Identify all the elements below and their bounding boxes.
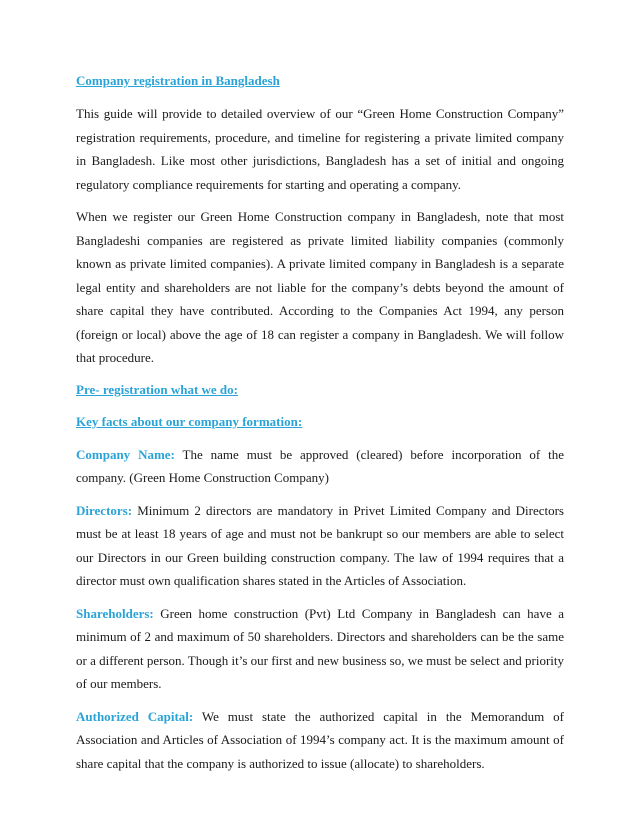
shareholders-term: Shareholders: — [76, 605, 154, 621]
authorized-capital-paragraph — [76, 705, 564, 776]
pre-registration-heading: Pre- registration what we do: — [76, 381, 238, 397]
directors-text: Minimum 2 directors are mandatory in Privet Limited Company and Directors must be at least 18 years of age and must not be bankrupt so our members are able to select our Directors in our Green building construction company. The law of 1994 requires that a director must own qualification shares stated in the Articles of Association. — [76, 502, 564, 588]
directors-term: Directors: — [76, 502, 133, 518]
shareholders-paragraph — [76, 602, 564, 696]
doc-title: Company registration in Bangladesh — [76, 73, 280, 88]
authorized-capital-term: Authorized Capital: — [76, 708, 194, 724]
shareholders-text: Green home construction (Pvt) Ltd Company in Bangladesh can have a minimum of 2 and maximum of 50 shareholders. Directors and shareholders can be the same or a different person. Though it’s our first and new business so, we must be select and priority of our members. — [76, 605, 565, 691]
company-name-paragraph — [76, 443, 564, 490]
intro-paragraph: This guide will provide to detailed overview of our “Green Home Construction Company” registration requirements, procedure, and timeline for registering a private limited company in Bangladesh. Like most other jurisdictions, Bangladesh has a set of initial and ongoing regulatory compliance requirements for starting and operating a company. — [76, 106, 564, 192]
registration-paragraph: When we register our Green Home Construction company in Bangladesh, note that most Bangladeshi companies are registered as private limited liability companies (commonly known as private limited companies). A private limited company in Bangladesh is a separate legal entity and shareholders are not liable for the company’s debts beyond the amount of share capital they have contributed. According to the Companies Act 1994, any person (foreign or local) above the age of 18 can register a company in Bangladesh. We will follow that procedure. — [76, 209, 564, 365]
company-name-term: Company Name: — [76, 446, 175, 462]
authorized-capital-text: We must state the authorized capital in the Memorandum of Association and Articles of Association of 1994’s company act. It is the maximum amount of share capital that the company is authorized to issue (allocate) to shareholders. — [76, 708, 564, 771]
key-facts-heading: Key facts about our company formation: — [76, 413, 303, 429]
directors-paragraph — [76, 499, 564, 593]
company-name-text: The name must be approved (cleared) before incorporation of the company. (Green Home Construction Company) — [76, 446, 564, 485]
